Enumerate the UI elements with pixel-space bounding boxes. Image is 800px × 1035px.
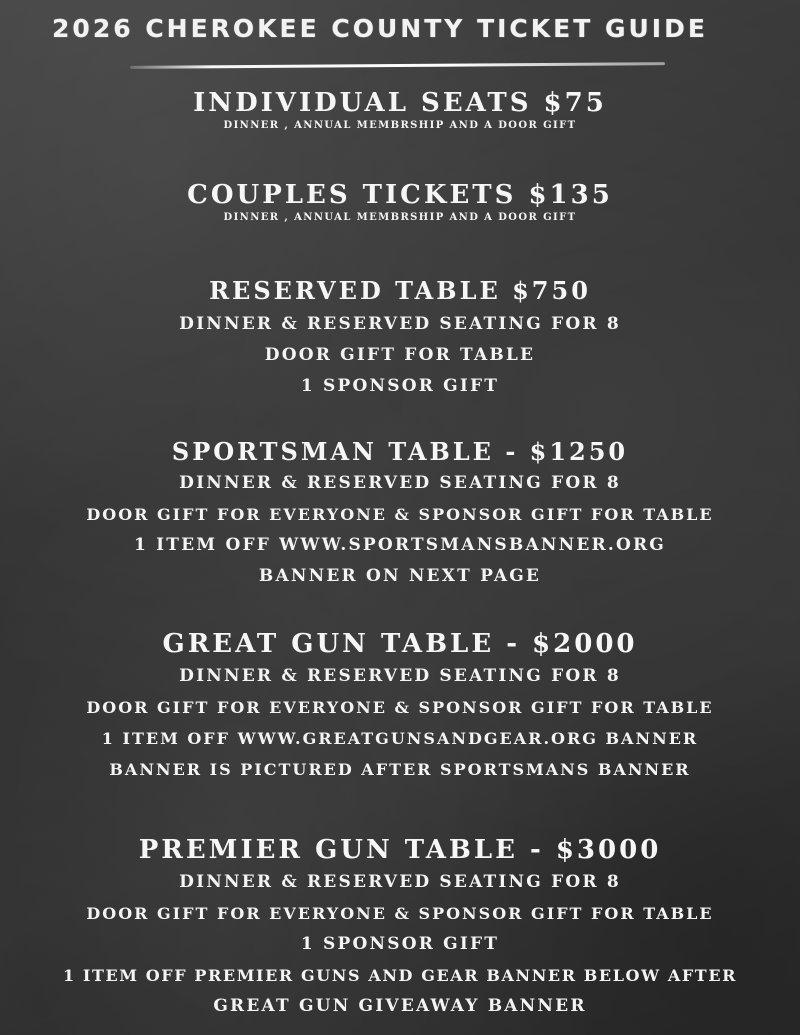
section-detail: DOOR GIFT FOR TABLE bbox=[264, 345, 536, 365]
section-detail: DOOR GIFT FOR EVERYONE & SPONSOR GIFT FOR TABLE bbox=[86, 904, 714, 923]
section-detail: 1 SPONSOR GIFT bbox=[300, 376, 500, 396]
section-detail: DINNER & RESERVED SEATING FOR 8 bbox=[179, 666, 621, 686]
section-detail: DINNER & RESERVED SEATING FOR 8 bbox=[179, 473, 621, 493]
section-detail: BANNER IS PICTURED AFTER SPORTSMANS BANNER bbox=[109, 760, 691, 779]
section-heading: SPORTSMAN TABLE - $1250 bbox=[171, 437, 629, 466]
section-reserved-table bbox=[0, 276, 800, 402]
section-detail: DINNER & RESERVED SEATING FOR 8 bbox=[179, 314, 621, 334]
section-detail: 1 ITEM OFF WWW.SPORTSMANSBANNER.ORG bbox=[134, 535, 666, 555]
section-detail: DOOR GIFT FOR EVERYONE & SPONSOR GIFT FOR TABLE bbox=[86, 505, 714, 524]
section-heading: GREAT GUN TABLE - $2000 bbox=[162, 629, 638, 659]
section-detail: BANNER ON NEXT PAGE bbox=[258, 566, 542, 586]
section-sportsman-table bbox=[0, 437, 800, 592]
section-great-gun-table bbox=[0, 629, 800, 785]
section-detail: 1 ITEM OFF WWW.GREATGUNSANDGEAR.ORG BANNER bbox=[101, 729, 699, 748]
section-detail: DINNER , ANNUAL MEMBRSHIP AND A DOOR GIFT bbox=[223, 120, 577, 131]
section-individual-seats bbox=[0, 88, 800, 131]
section-detail: GREAT GUN GIVEAWAY BANNER bbox=[213, 996, 587, 1016]
page-title: 2026 CHEROKEE COUNTY TICKET GUIDE bbox=[52, 14, 708, 43]
section-detail: DINNER & RESERVED SEATING FOR 8 bbox=[179, 872, 621, 892]
section-heading: INDIVIDUAL SEATS $75 bbox=[193, 88, 607, 118]
section-detail: 1 ITEM OFF PREMIER GUNS AND GEAR BANNER BELOW AFTER bbox=[62, 966, 738, 985]
section-heading: RESERVED TABLE $750 bbox=[209, 276, 591, 305]
section-premier-gun-table bbox=[0, 835, 800, 1022]
section-detail: DOOR GIFT FOR EVERYONE & SPONSOR GIFT FOR TABLE bbox=[86, 698, 714, 717]
title-underline bbox=[130, 62, 665, 69]
section-detail: 1 SPONSOR GIFT bbox=[300, 934, 500, 954]
section-heading: COUPLES TICKETS $135 bbox=[187, 180, 613, 210]
section-couples-tickets bbox=[0, 180, 800, 223]
section-heading: PREMIER GUN TABLE - $3000 bbox=[138, 835, 662, 865]
section-detail: DINNER , ANNUAL MEMBRSHIP AND A DOOR GIFT bbox=[223, 212, 577, 223]
